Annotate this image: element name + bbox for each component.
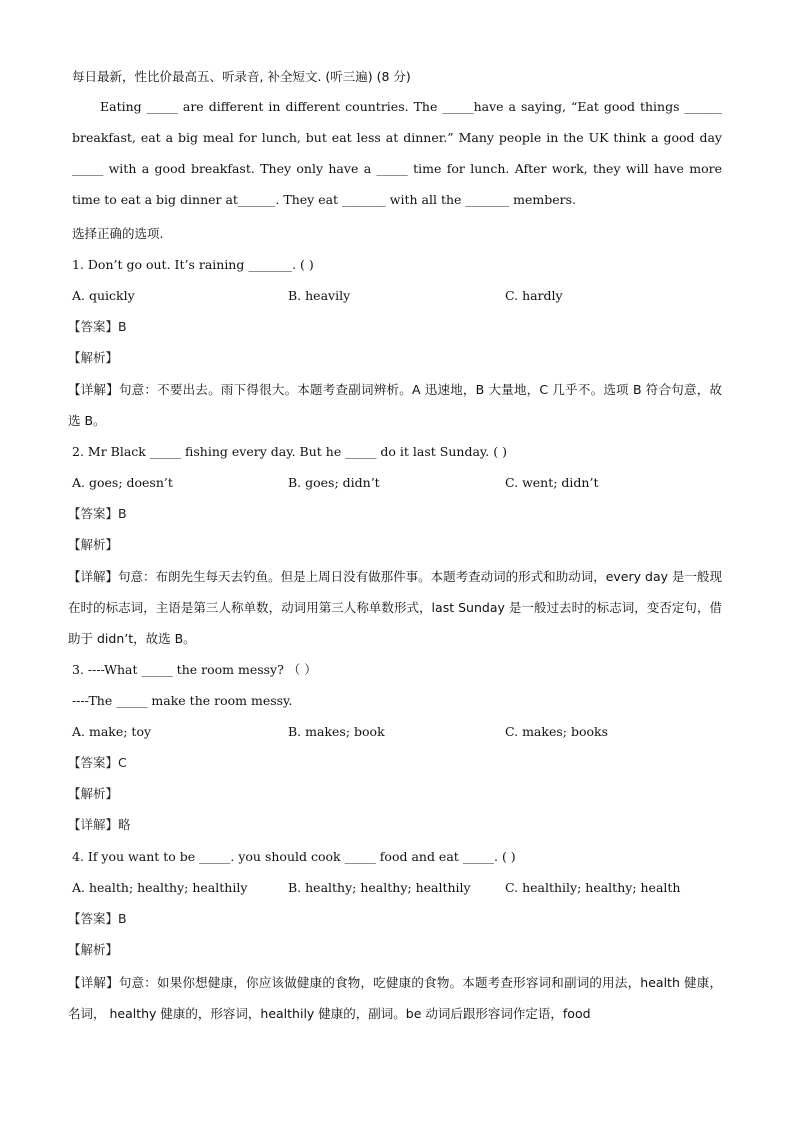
question-1-analysis-label: 【解析】 <box>68 350 119 365</box>
question-1-answer: 【答案】B <box>68 319 127 334</box>
question-4-answer: 【答案】B <box>68 911 127 926</box>
question-4-option-b: B. healthy; healthy; healthily <box>288 880 471 895</box>
question-3-detail: 【详解】略 <box>68 817 131 832</box>
question-4-analysis-label: 【解析】 <box>68 942 119 957</box>
listening-heading: 每日最新，性比价最高五、听录音, 补全短文. (听三遍) (8 分) <box>72 69 411 84</box>
listening-passage: Eating _____ are different in different countries. The _____have a saying, “Eat good things ______ breakfast, eat a big meal for lunch, but eat less at dinner.” Many people in the UK think a good day _____ with a good breakfast. They only have a _____ time for lunch. After work, they will have more time to eat a big dinner at______. They eat _______ with all the _______ members. <box>72 99 722 207</box>
question-1-detail: 【详解】句意：不要出去。雨下得很大。本题考查副词辨析。A 迅速地，B 大量地，C 几乎不。选项 B 符合句意，故选 B。 <box>68 382 722 428</box>
question-3-stem: 3. ----What _____ the room messy? （ ） <box>72 662 317 677</box>
question-4-detail: 【详解】句意：如果你想健康，你应该做健康的食物，吃健康的食物。本题考查形容词和副词的用法，health 健康，名词， healthy 健康的，形容词，healthily 健康的，副词。be 动词后跟形容词作定语，food <box>68 975 722 1021</box>
question-2-option-c: C. went; didn’t <box>505 475 599 490</box>
question-3-option-c: C. makes; books <box>505 724 608 739</box>
section-title: 选择正确的选项. <box>72 226 164 241</box>
question-2-detail: 【详解】句意：布朗先生每天去钓鱼。但是上周日没有做那件事。本题考查动词的形式和助动词，every day 是一般现在时的标志词，主语是第三人称单数，动词用第三人称单数形式，last Sunday 是一般过去时的标志词，变否定句，借助于 didn’t，故选 B。 <box>68 569 722 646</box>
question-3-stem-reply: ----The _____ make the room messy. <box>72 693 293 708</box>
question-3-analysis-label: 【解析】 <box>68 786 119 801</box>
question-2-stem: 2. Mr Black _____ fishing every day. But he _____ do it last Sunday. ( ) <box>72 444 507 459</box>
question-3-option-a: A. make; toy <box>72 724 152 739</box>
question-3-option-b: B. makes; book <box>288 724 385 739</box>
question-2-answer: 【答案】B <box>68 506 127 521</box>
question-2-analysis-label: 【解析】 <box>68 537 119 552</box>
question-2-option-a: A. goes; doesn’t <box>72 475 173 490</box>
question-1-option-c: C. hardly <box>505 288 563 303</box>
question-4-option-a: A. health; healthy; healthily <box>72 880 248 895</box>
question-1-stem: 1. Don’t go out. It’s raining _______. ( ) <box>72 257 314 272</box>
question-1-option-b: B. heavily <box>288 288 351 303</box>
question-4-option-c: C. healthily; healthy; health <box>505 880 681 895</box>
question-3-answer: 【答案】C <box>68 755 127 770</box>
question-4-stem: 4. If you want to be _____. you should cook _____ food and eat _____. ( ) <box>72 849 516 864</box>
question-2-option-b: B. goes; didn’t <box>288 475 380 490</box>
question-1-option-a: A. quickly <box>72 288 135 303</box>
